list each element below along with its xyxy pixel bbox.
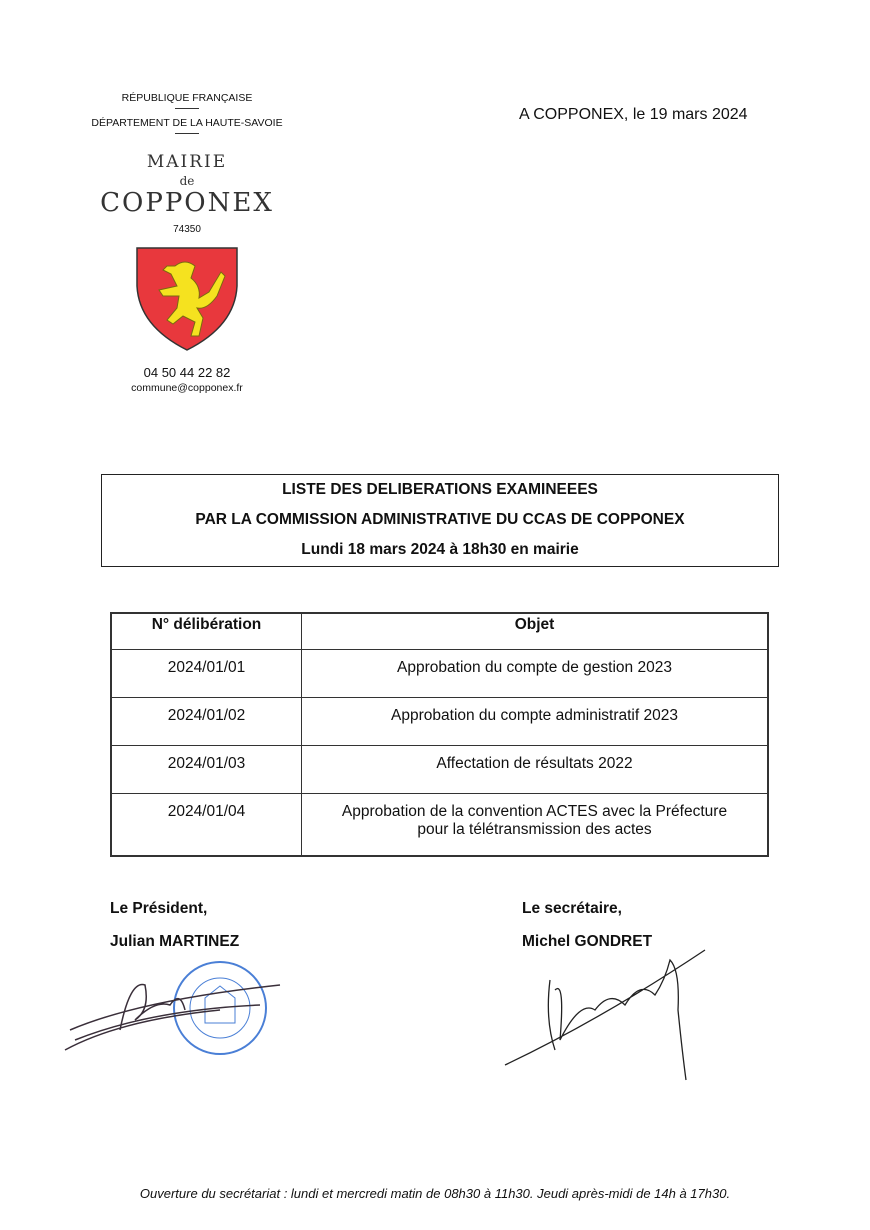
header-num: N° délibération [111, 613, 302, 650]
deliberation-number: 2024/01/01 [111, 650, 302, 698]
table-row [111, 650, 768, 698]
table-row [111, 698, 768, 746]
deliberation-number: 2024/01/02 [111, 698, 302, 746]
mairie-label: MAIRIE [146, 152, 228, 172]
email: commune@copponex.fr [131, 382, 243, 394]
secretary-signature-icon [500, 940, 710, 1090]
commune-name: COPPONEX [100, 188, 274, 218]
president-signature-icon [60, 960, 290, 1060]
divider [80, 104, 294, 114]
title-line-1: LISTE DES DELIBERATIONS EXAMINEEES [282, 481, 598, 498]
secretary-name: Michel GONDRET [522, 933, 653, 950]
department-label: DÉPARTEMENT DE LA HAUTE-SAVOIE [91, 117, 283, 129]
coat-of-arms-icon [135, 246, 239, 352]
president-role: Le Président, [110, 900, 208, 917]
object-line-2: pour la télétransmission des actes [417, 821, 652, 838]
president-name: Julian MARTINEZ [110, 933, 240, 950]
title-box [101, 474, 779, 567]
date-line: A COPPONEX, le 19 mars 2024 [519, 106, 748, 123]
deliberation-object: Approbation du compte de gestion 2023 [302, 650, 769, 698]
phone: 04 50 44 22 82 [143, 365, 231, 380]
header-objet: Objet [302, 613, 769, 650]
table-header-row [111, 613, 768, 650]
table-row [111, 794, 768, 857]
deliberations-table [110, 612, 769, 857]
deliberation-number: 2024/01/03 [111, 746, 302, 794]
object-line-1: Approbation de la convention ACTES avec la Préfecture [341, 803, 728, 820]
deliberation-object: Affectation de résultats 2022 [302, 746, 769, 794]
title-line-2: PAR LA COMMISSION ADMINISTRATIVE DU CCAS DE COPPONEX [195, 511, 685, 528]
table-row [111, 746, 768, 794]
divider [80, 129, 294, 139]
opening-hours-footer: Ouverture du secrétariat : lundi et mercredi matin de 08h30 à 11h30. Jeudi après-midi de 14h à 17h30. [139, 1186, 731, 1201]
de-label: de [179, 174, 195, 188]
republic-label: RÉPUBLIQUE FRANÇAISE [121, 92, 253, 104]
president-block [110, 892, 239, 958]
deliberation-number: 2024/01/04 [111, 794, 302, 857]
secretary-role: Le secrétaire, [522, 900, 622, 917]
deliberation-object: Approbation du compte administratif 2023 [302, 698, 769, 746]
postcode: 74350 [173, 224, 201, 235]
deliberation-object [302, 794, 769, 857]
title-line-3: Lundi 18 mars 2024 à 18h30 en mairie [301, 541, 579, 558]
